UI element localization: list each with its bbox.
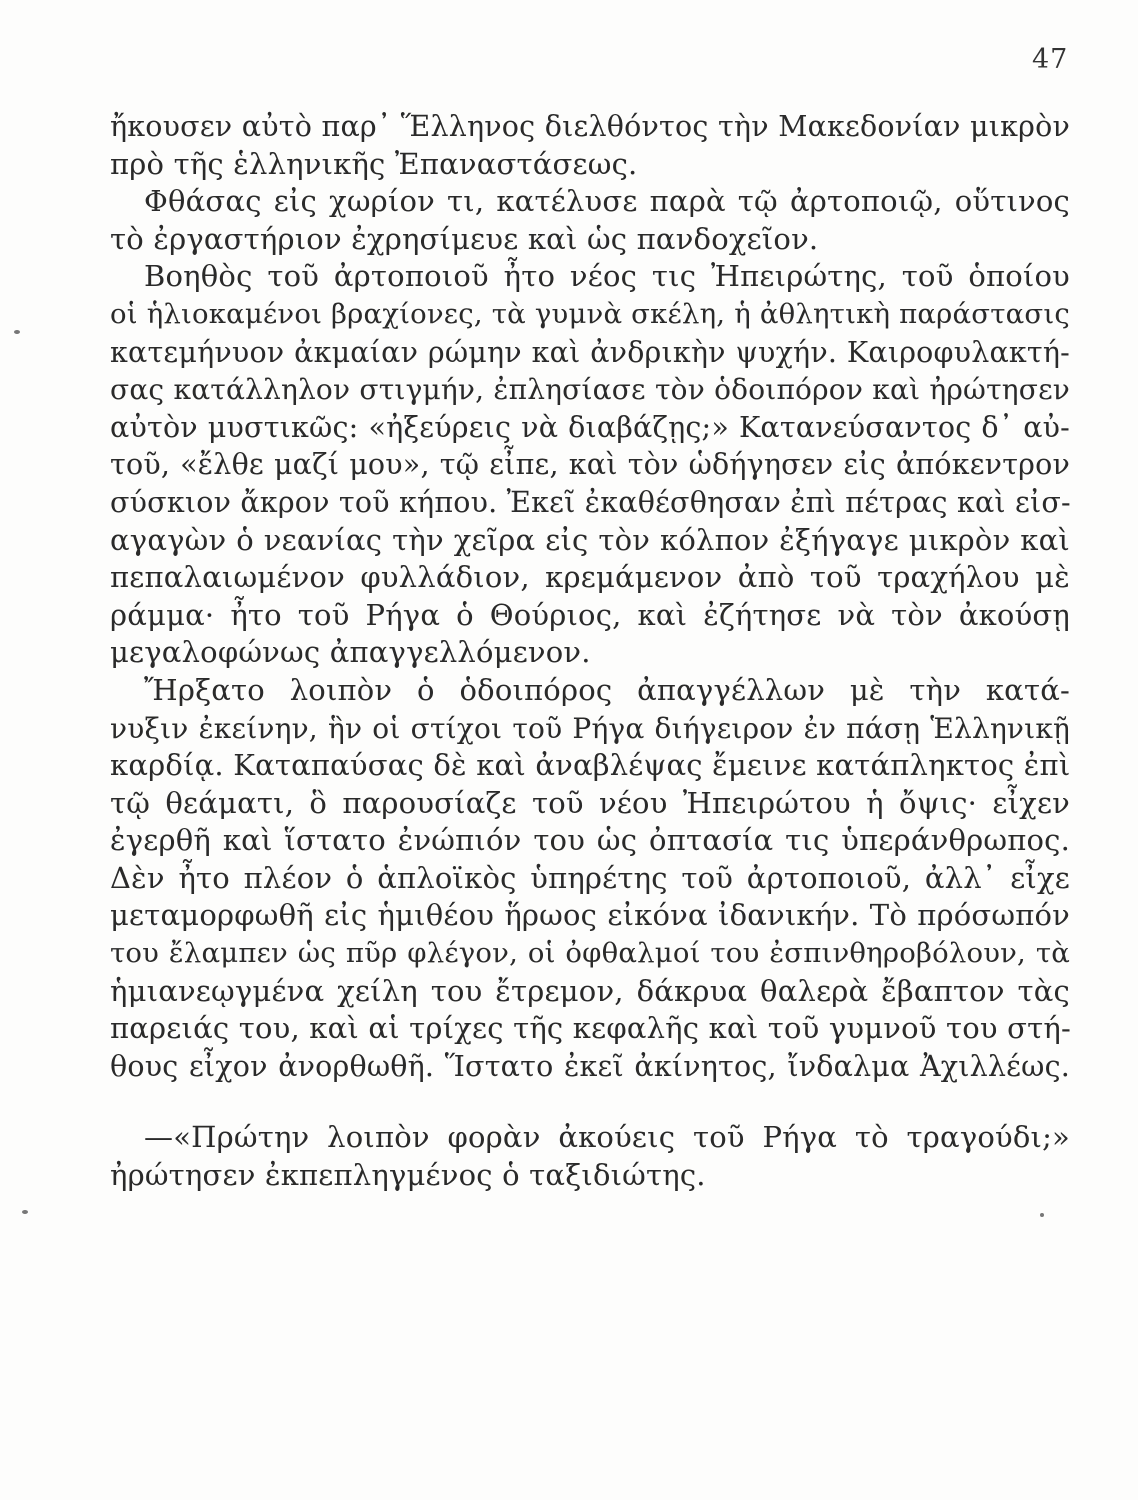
text-line: Βοηθὸς τοῦ ἀρτοποιοῦ ἦτο νέος τις Ἠπειρώτης, τοῦ ὁποίου	[144, 259, 1070, 294]
scan-speck	[1040, 1213, 1044, 1217]
text-line: Δὲν ἦτο πλέον ὁ ἁπλοϊκὸς ὑπηρέτης τοῦ ἀρτοποιοῦ, ἀλλ᾿ εἶχε	[110, 860, 1070, 895]
text-line: μεταμορφωθῆ εἰς ἡμιθέου ἥρωος εἰκόνα ἰδανικήν. Τὸ πρόσωπόν	[110, 898, 1070, 933]
text-line: παρειάς του, καὶ αἱ τρίχες τῆς κεφαλῆς καὶ τοῦ γυμνοῦ του στή-	[110, 1011, 1071, 1046]
text-line: θους εἶχον ἀνορθωθῆ. Ἵστατο ἐκεῖ ἀκίνητος, ἴνδαλμα Ἀχιλλέως.	[110, 1049, 1070, 1083]
text-line: τοῦ, «ἔλθε μαζί μου», τῷ εἶπε, καὶ τὸν ὡδήγησεν εἰς ἀπόκεντρον	[110, 448, 1070, 482]
text-line: Φθάσας εἰς χωρίον τι, κατέλυσε παρὰ τῷ ἀρτοποιῷ, οὕτινος	[144, 184, 1070, 219]
text-line: νυξιν ἐκείνην, ἣν οἱ στίχοι τοῦ Ρήγα διήγειρον ἐν πάσῃ Ἑλληνικῇ	[110, 711, 1070, 745]
text-line: τῷ θεάματι, ὃ παρουσίαζε τοῦ νέου Ἠπειρώτου ἡ ὄψις· εἶχεν	[110, 785, 1070, 820]
text-line: αγαγὼν ὁ νεανίας τὴν χεῖρα εἰς τὸν κόλπον ἐξήγαγε μικρὸν καὶ	[110, 522, 1070, 557]
text-line: πρὸ τῆς ἑλληνικῆς Ἐπαναστάσεως.	[110, 146, 638, 181]
text-line: οἱ ἡλιοκαμένοι βραχίονες, τὰ γυμνὰ σκέλη, ἡ ἀθλητικὴ παράστασις	[110, 297, 1070, 330]
scan-speck	[14, 330, 20, 334]
page-number: 47	[1032, 44, 1069, 75]
text-line: —«Πρώτην λοιπὸν φορὰν ἀκούεις τοῦ Ρήγα τὸ τραγούδι;»	[144, 1120, 1070, 1155]
text-line: Ἤρξατο λοιπὸν ὁ ὁδοιπόρος ἀπαγγέλλων μὲ τὴν κατά-	[144, 672, 1070, 707]
text-line: μεγαλοφώνως ἀπαγγελλόμενον.	[110, 635, 591, 670]
text-line: σύσκιον ἄκρον τοῦ κήπου. Ἐκεῖ ἐκαθέσθησαν ἐπὶ πέτρας καὶ εἰσ-	[110, 485, 1071, 519]
body-text	[110, 108, 1070, 1195]
text-line: ἡμιανεῳγμένα χείλη του ἔτρεμον, δάκρυα θαλερὰ ἔβαπτον τὰς	[110, 973, 1070, 1008]
text-line: ἐγερθῆ καὶ ἵστατο ἐνώπιόν του ὡς ὀπτασία τις ὑπεράνθρωπος.	[110, 823, 1070, 858]
paragraph-gap	[110, 1085, 1070, 1119]
text-line: σας κατάλληλον στιγμήν, ἐπλησίασε τὸν ὁδοιπόρον καὶ ἠρώτησεν	[110, 373, 1070, 407]
text-line: τὸ ἐργαστήριον ἐχρησίμευε καὶ ὡς πανδοχεῖον.	[110, 221, 819, 256]
scan-speck	[22, 1210, 28, 1214]
text-line: αὐτὸν μυστικῶς: «ἠξεύρεις νὰ διαβάζῃς;» Κατανεύσαντος δ᾿ αὐ-	[110, 410, 1070, 444]
text-line: κατεμήνυον ἀκμαίαν ρώμην καὶ ἀνδρικὴν ψυχήν. Καιροφυλακτή-	[110, 335, 1070, 369]
text-line: ἤκουσεν αὐτὸ παρ᾿ Ἕλληνος διελθόντος τὴν Μακεδονίαν μικρὸν	[110, 110, 1070, 143]
text-line: πεπαλαιωμένον φυλλάδιον, κρεμάμενον ἀπὸ τοῦ τραχήλου μὲ	[110, 560, 1070, 595]
text-line: του ἔλαμπεν ὡς πῦρ φλέγον, οἱ ὀφθαλμοί του ἐσπινθηροβόλουν, τὰ	[110, 937, 1070, 970]
text-line: ἠρώτησεν ἐκπεπληγμένος ὁ ταξιδιώτης.	[110, 1158, 706, 1193]
text-line: καρδίᾳ. Καταπαύσας δὲ καὶ ἀναβλέψας ἔμεινε κατάπληκτος ἐπὶ	[110, 748, 1071, 783]
text-line: ράμμα· ἦτο τοῦ Ρήγα ὁ Θούριος, καὶ ἐζήτησε νὰ τὸν ἀκούσῃ	[110, 597, 1070, 632]
